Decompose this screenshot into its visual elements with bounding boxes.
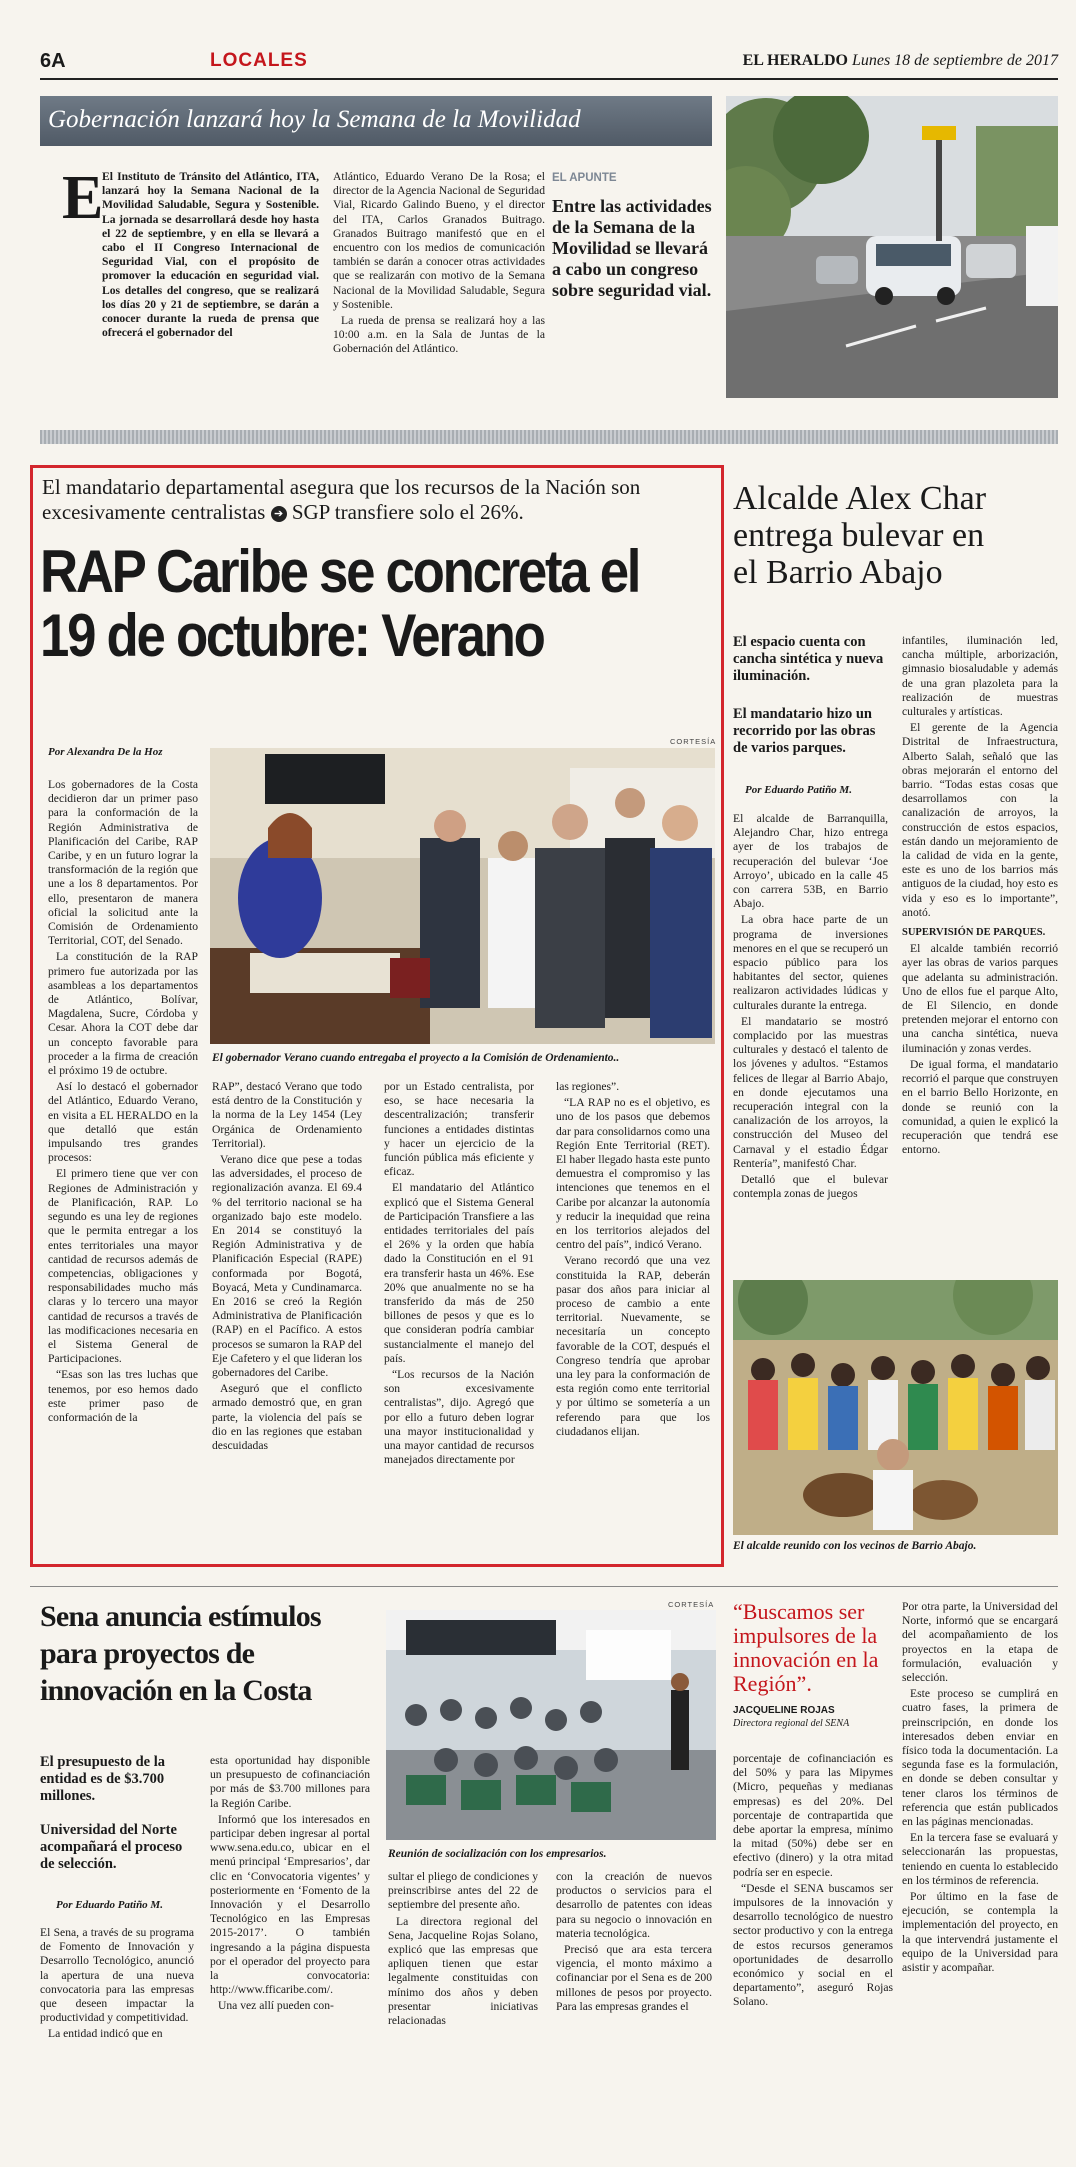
sena-quote-role: Directora regional del SENA (733, 1718, 850, 1729)
rap-p8: Aseguró que el conflicto armado demostró que, en gran parte, la violencia del país se dio en las regiones que estaban descuidadas (212, 1382, 362, 1453)
rap-p11: “Los recursos de la Nación son excesivamente centralistas”, dijo. Agregó que por ello a futuro deben lograr una mayor institucionalidad y una mayor cantidad de recursos manejados directamente por (384, 1368, 534, 1467)
sena-col-2 (210, 1754, 370, 2016)
rap-col-3 (384, 1080, 534, 1469)
rap-p3: Así lo destacó el gobernador del Atlántico, Eduardo Verano, en visita a EL HERALDO en la que detalló que están impulsando tres grandes procesos: (48, 1080, 198, 1165)
movilidad-text-1: El Instituto de Tránsito del Atlántico, ITA, lanzará hoy la Semana Nacional de la Movilidad Saludable, Segura y Sostenible. La jornada se desarrollará desde hoy hasta el 22 de septiembre, y en ella se llevará a cabo el II Congreso Internacional de Seguridad Vial, con el propósito de promover la educación en seguridad vial. Los detalles del congreso, que se realizará los días 20 y 21 de septiembre, se darán a conocer durante la rueda de prensa que ofrecerá el gobernador del (102, 170, 319, 340)
char-p5: infantiles, iluminación led, cancha múltiple, arborización, gimnasio biosaludable y además de una gran plazoleta para la realización de muestras culturales y artísticas. (902, 634, 1058, 719)
rap-col-4 (556, 1080, 710, 1441)
sena-p9: Precisó que ara esta tercera vigencia, el monto máximo a cofinanciar por el Sena es de 200 millones de pesos por proyecto. Para las empresas grandes el (556, 1943, 712, 2013)
rap-photo-credit: CORTESÍA (670, 737, 717, 746)
sena-byline: Por Eduardo Patiño M. (56, 1899, 163, 1911)
rap-photo-caption: El gobernador Verano cuando entregaba el proyecto a la Comisión de Ordenamiento.. (212, 1052, 620, 1064)
sena-p14: En la tercera fase se evaluará y seleccionarán las propuestas, teniendo en cuenta lo establecido en los términos de referencia. (902, 1831, 1058, 1887)
sena-p6: sultar el pliego de condiciones y preinscribirse antes del 22 de septiembre del presente año. (388, 1870, 538, 1912)
sena-p4: Informó que los interesados en participar deben ingresar al portal www.sena.edu.co, ubicar en el menú principal ‘Empresarios’, dar clic en ‘Convocatoria vigentes’ y posteriormente en ‘Fomento de la Innovación y el Desarrollo Tecnológico en las Empresas 2015-2017’. O también ingresando a la página dispuesta por el operador del proyecto para la convocatoria: http://www.fficaribe.com/. (210, 1812, 370, 1997)
sena-pull-quote: “Buscamos ser impulsores de la innovación en la Región”. (733, 1599, 879, 1696)
sena-p3: esta oportunidad hay disponible un presupuesto de cofinanciación por más de $3.700 millones para la Región Caribe. (210, 1754, 370, 1810)
rap-p4: El primero tiene que ver con Regiones de Administración y de Planificación, RAP. Lo segundo es una ley de regiones que le permita entregar a los entes territoriales una mayor cantidad de recursos además de competencias, obligaciones y responsabilidades mucho más claras y lo tercero una mayor cantidad de recursos a través de las modificaciones necesaria en el Sistema General de Participaciones. (48, 1167, 198, 1366)
char-headline-line-1: Alcalde Alex Char (733, 480, 987, 517)
rap-p2: La constitución de la RAP primero fue autorizada por las asambleas a los departamentos de Atlántico, Bolívar, Magdalena, Sucre, Córdoba y Cesar. Ahora la COT debe dar un concepto favorable para proceder a la firma de creación el próximo 19 de octubre. (48, 950, 198, 1078)
char-col-2 (902, 634, 1058, 1159)
header-rule (40, 78, 1058, 80)
char-p8: De igual forma, el mandatario recorrió el parque que construyen en el barrio Bello Horizonte, en donde se reunió con la comunidad, a quien le explicó la recuperación que tendrá ese entorno. (902, 1057, 1058, 1157)
masthead-date (743, 52, 1058, 70)
road-traffic-photo (726, 96, 1058, 398)
rap-headline-line-2: 19 de octubre: Verano (40, 602, 544, 669)
page-number: 6A (40, 50, 66, 72)
char-p1: El alcalde de Barranquilla, Alejandro Char, hizo entrega ayer de los trabajos de recuperación del bulevar ‘Joe Arroyo’, ubicado en la calle 45 con carrera 53B, en Barrio Abajo. (733, 812, 888, 911)
rap-col-2 (212, 1080, 362, 1455)
rap-kicker (42, 475, 712, 525)
rap-kicker-text: El mandatario departamental asegura que los recursos de la Nación son excesivamente centralistas (42, 475, 641, 524)
drop-cap: E (62, 164, 104, 232)
rap-p14: Verano recordó que una vez constituida la RAP, deberán pasar dos años para iniciar al proceso de cambio a ente territorial. Nuevamente, se necesitaría un concepto favorable de la COT, después el Congreso tendría que aprobar una ley para la conformación de esta región como ente territorial y por último se sometería a un referendo para que los ciudadanos elijan. (556, 1254, 710, 1438)
char-p7: El alcalde también recorrió ayer las obras de varios parques que adelanta su administración. Uno de ellos fue el parque Alto, de El Silencio, en donde pretenden mejorar el entorno con una cancha sintética, nueva iluminación y zonas verdes. (902, 942, 1058, 1055)
sena-sub-2: Universidad del Norte acompañará el proceso de selección. (40, 1822, 183, 1872)
sena-p10: porcentaje de cofinanciación es del 50% y para las Mipymes (Micro, pequeñas y medianas empresas) es del 20%. Del porcentaje de contrapartida que debe aportar la empresa, mínimo la mitad (50%) debe ser en efectivo (dinero) y la otra mitad podría ser en especie. (733, 1752, 893, 1879)
movilidad-text-2b: La rueda de prensa se realizará hoy a las 10:00 a.m. en la Sala de Juntas de la Gobernación del Atlántico. (333, 314, 545, 356)
sena-headline (40, 1598, 380, 1709)
sena-p13: Este proceso se cumplirá en cuatro fases, la primera de preinscripción, en donde los interesados deben enviar en físico toda la documentación. La segunda fase es la formulación, en donde se deben consultar y tener claros los términos de referencia que están publicados en las páginas mencionadas. (902, 1687, 1058, 1829)
sena-p7: La directora regional del Sena, Jacqueline Rojas Solano, explicó que las empresas que apliquen tienen que estar legalmente constituidas con mínimo dos años y deben presentar iniciativas relacionadas (388, 1914, 538, 2028)
sena-quote-author: JACQUELINE ROJAS (733, 1705, 835, 1716)
sena-p8: con la creación de nuevos productos o servicios para el desarrollo de patentes con ideas para su negocio o innovación en materia tecnológica. (556, 1870, 712, 1940)
char-p4: Detalló que el bulevar contempla zonas de juegos (733, 1173, 888, 1201)
sena-col-6 (902, 1600, 1058, 1977)
rap-byline: Por Alexandra De la Hoz (48, 746, 163, 758)
char-headline-line-2: entrega bulevar en (733, 517, 985, 554)
sena-col-1 (40, 1926, 194, 2044)
sena-col-3 (388, 1870, 538, 2030)
sena-headline-line-2: para proyectos de (40, 1637, 255, 1670)
sena-p5: Una vez allí pueden con- (218, 1999, 334, 2013)
char-sub-1: El espacio cuenta con cancha sintética y nueva iluminación. (733, 634, 884, 684)
sena-p15: Por último en la fase de ejecución, se contempla la implementación del proyecto, en la que intervendrá justamente el equipo de la Universidad para asistir y acompañar. (902, 1890, 1058, 1975)
rap-p9: por un Estado centralista, por eso, se hace necesaria la descentralización; transferir funciones a entidades distintas y hacer un ejercicio de la función pública más eficiente y eficaz. (384, 1080, 534, 1179)
sena-sub-1: El presupuesto de la entidad es de $3.700 millones. (40, 1754, 166, 1804)
rap-headline (40, 540, 638, 668)
rap-p5: “Esas son las tres luchas que tenemos, por eso hemos dado este primer paso de conformación de la (48, 1368, 198, 1424)
mid-rule (30, 1586, 1058, 1587)
rap-p6: RAP”, destacó Verano que todo está dentro de la Constitución y la norma de la Ley 1454 (Ley Orgánica de Ordenamiento Territorial). (212, 1080, 362, 1150)
char-subhead: SUPERVISIÓN DE PARQUES. (902, 927, 1046, 939)
apunte-label: EL APUNTE (552, 172, 617, 184)
newspaper-name: EL HERALDO (742, 52, 848, 69)
char-byline: Por Eduardo Patiño M. (745, 784, 852, 796)
char-community-photo (733, 1280, 1058, 1535)
sena-p11: “Desde el SENA buscamos ser impulsores de la innovación y desarrollo tecnológico de nuestro sector productivo y con la entrega de estos recursos generamos oportunidades de desarrollo económico y social en el departamento”, aseguró Rojas Solano. (733, 1881, 893, 2009)
sena-p2: La entidad indicó que en (48, 2027, 163, 2041)
movilidad-col-1 (102, 170, 319, 342)
sena-headline-line-3: innovación en la Costa (40, 1674, 312, 1707)
rap-p10: El mandatario del Atlántico explicó que el Sistema General de Participación Transfiere a las entidades territoriales del país el 26% y la orden que había dado la Constitución en el 91 era transferir hasta un 46%. Ese 20% que anualmente no se ha transferido da más de 250 billones de pesos y que es lo que consideran podría cambiar sustancialmente el manejo del país. (384, 1181, 534, 1365)
sena-headline-line-1: Sena anuncia estímulos (40, 1600, 321, 1633)
rap-meeting-photo (210, 748, 715, 1044)
sena-col-4 (556, 1870, 712, 2016)
separator-bar (40, 430, 1058, 444)
apunte-text: Entre las actividades de la Semana de la Movilidad se llevará a cabo un congreso sobre seguridad vial. (552, 196, 712, 300)
arrow-icon: ➔ (271, 506, 287, 522)
char-photo-caption: El alcalde reunido con los vecinos de Barrio Abajo. (733, 1540, 977, 1552)
rap-p1: Los gobernadores de la Costa decidieron dar un primer paso para la conformación de la Región Administrativa de Planificación del Caribe, RAP Caribe, y en un futuro lograr la transformación de la región que une a los 8 departamentos. Por ello, presentaron de manera oficial la solicitud ante la Comisión de Ordenamiento Territorial, COT, del Senado. (48, 778, 198, 948)
movilidad-text-2a: Atlántico, Eduardo Verano De la Rosa; el director de la Agencia Nacional de Seguridad Vial, Ricardo Galindo Bueno, y el director del ITA, Carlos Granados Buitrago. Granados Buitrago manifestó que en el encuentro con los medios de comunicación también se darán a conocer otras actividades que se realizarán con motivo de la Semana Nacional de la Movilidad Saludable, Segura y Sostenible. (333, 170, 545, 311)
sena-photo-credit: CORTESÍA (668, 1600, 715, 1609)
char-col-1 (733, 812, 888, 1203)
char-p2: La obra hace parte de un programa de inversiones menores en el que se recuperó un espacio público para los habitantes del sector, quienes realizaron actividades lúdicas y culturales durante la entrega. (733, 913, 888, 1012)
rap-p13: “LA RAP no es el objetivo, es uno de los pasos que debemos dar para consolidarnos como una Región Ente Territorial (RET). El haber llegado hasta este punto demuestra el compromiso y las intenciones que tenemos en el Caribe por alcanzar la autonomía y reducir la inequidad que reina en los territorios alejados del centro del país”, indicó Verano. (556, 1096, 710, 1252)
rap-col-1 (48, 778, 198, 1427)
movilidad-headline: Gobernación lanzará hoy la Semana de la Movilidad (48, 106, 581, 133)
sena-photo-caption: Reunión de socialización con los empresarios. (388, 1848, 607, 1860)
sena-p1: El Sena, a través de su programa de Fomento de Innovación y Desarrollo Tecnológico, anunció la apertura de una nueva convocatoria para las empresas que deseen impactar la productividad y competitividad. (40, 1926, 194, 2025)
rap-headline-line-1: RAP Caribe se concreta el (40, 538, 640, 605)
sena-meeting-photo (386, 1610, 716, 1840)
section-name: LOCALES (210, 50, 308, 71)
rap-p7: Verano dice que pese a todas las adversidades, el proceso de regionalización avanza. El 69.4 % del territorio nacional se ha organizado bajo este modelo. En 2014 se constituyó la Región Administrativa y de Planificación Especial (RAPE) conformada por Bogotá, Boyacá, Meta y Cundinamarca. En 2016 se creó la Región Administrativa de Planificación (RAP) en el Pacífico. A estos procesos se sumaron la RAP del Eje Cafetero y el que lideran los gobernadores del Caribe. (212, 1153, 362, 1380)
issue-date: Lunes 18 de septiembre de 2017 (851, 52, 1058, 69)
movilidad-col-2 (333, 170, 545, 359)
char-headline (733, 480, 1063, 591)
char-p6: El gerente de la Agencia Distrital de Infraestructura, Alberto Salah, señaló que las obras mejorarán el entorno del barrio. “Todas estas cosas que desarrollamos con la canalización de arroyos, la construcción de estos espacios, están dando un mejoramiento de la calidad de vida en la gente, este es uno de los barrios más antiguos de la ciudad, hoy esto es vida y eso es lo importante”, anotó. (902, 721, 1058, 919)
sena-col-5 (733, 1752, 893, 2012)
rap-kicker-highlight: SGP transfiere solo el 26%. (291, 500, 524, 524)
rap-p12: las regiones”. (556, 1080, 620, 1093)
char-p3: El mandatario se mostró complacido por las muestras culturales y destacó el talento de los jóvenes y adultos. “Estamos felices de llegar al Barrio Abajo, en donde ejecutamos una recuperación integral con la canalización de los arroyos, la construcción del Museo del Carnaval y el estadio Édgar Rentería”, manifestó Char. (733, 1014, 888, 1170)
char-headline-line-3: el Barrio Abajo (733, 554, 943, 591)
movilidad-banner (40, 96, 712, 146)
char-sub-2: El mandatario hizo un recorrido por las obras de varios parques. (733, 706, 876, 756)
sena-p12: Por otra parte, la Universidad del Norte, informó que se encargará del acompañamiento de los proyectos en la etapa de formulación, evaluación y selección. (902, 1600, 1058, 1685)
